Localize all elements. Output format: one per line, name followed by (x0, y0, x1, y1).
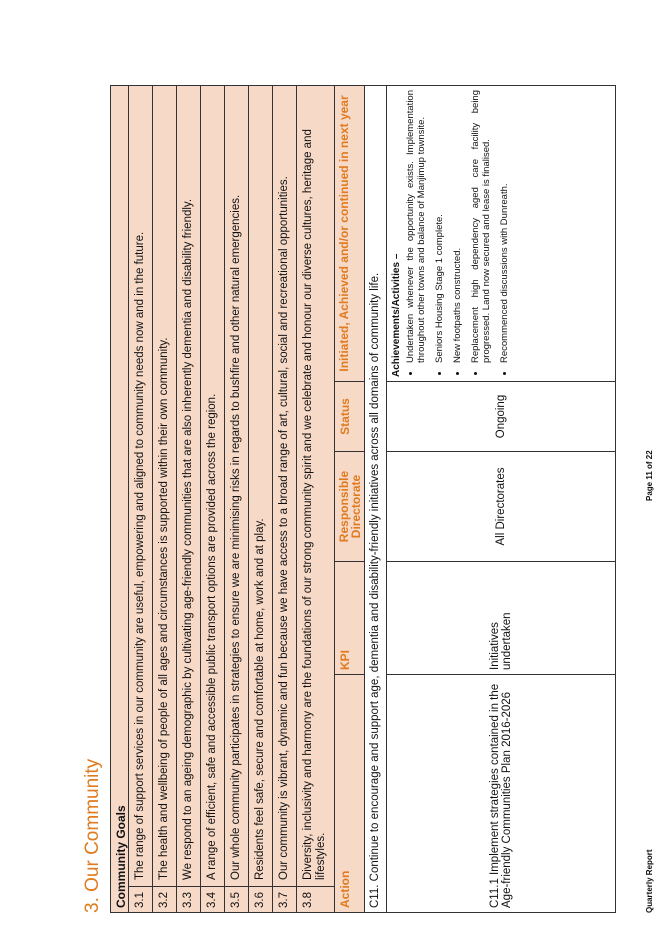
list-item: • Replacement high dependency aged care facility being progressed. Land now secured and lease is finalised. (470, 90, 492, 363)
header-action: Action (335, 674, 364, 912)
objective-row: C11. Continue to encourage and support age, dementia and disability-friendly initiatives across all domains of community life. (364, 85, 386, 913)
goal-text: The health and wellbeing of people of all ages and circumstances is supported within their own community. (158, 337, 170, 880)
list-item: • New footpaths constructed. (452, 90, 463, 363)
goal-text: Our whole community participates in strategies to ensure we are minimising risks in regards to bushfire and other natural emergencies. (230, 194, 242, 880)
goal-number: 3.4 (201, 886, 224, 912)
status-cell: Ongoing (387, 381, 615, 451)
goal-number: 3.3 (177, 886, 200, 912)
goal-row (224, 85, 248, 913)
action-cell: C11.1 Implement strategies contained in the Age-friendly Communities Plan 2016-2026 (387, 674, 615, 912)
goals-table (110, 85, 616, 913)
goal-row (248, 85, 272, 913)
list-item: • Recommenced discussions with Dunreath. (499, 90, 510, 363)
goal-row (128, 85, 152, 913)
goal-number: 3.8 (297, 886, 334, 912)
list-item: • Undertaken whenever the opportunity exists. Implementation throughout other towns and balance of Manjimup townsite. (405, 90, 427, 363)
goal-row (152, 85, 176, 913)
header-kpi: KPI (335, 561, 364, 674)
goal-text: Our community is vibrant, dynamic and fun because we have access to a broad range of art, cultural, social and recreational opportunities. (278, 176, 290, 880)
goal-number: 3.2 (153, 886, 176, 912)
goal-number: 3.6 (249, 886, 272, 912)
goal-text: A range of efficient, safe and accessible public transport options are provided across the region. (206, 393, 218, 880)
goal-text: Residents feel safe, secure and comfortable at home, work and at play. (254, 518, 266, 880)
community-goals-heading: Community Goals (110, 85, 128, 913)
notes-cell (387, 86, 615, 381)
goal-row (200, 85, 224, 913)
goal-number: 3.5 (225, 886, 248, 912)
goal-text: We respond to an ageing demographic by cultivating age-friendly communities that are also inherently dementia and disability friendly. (182, 198, 194, 880)
header-directorate: Responsible Directorate (335, 451, 364, 561)
notes-heading: Achievements/Activities – (391, 253, 402, 377)
action-table-header (334, 85, 364, 913)
goal-text: Diversity, inclusivity and harmony are the foundations of our strong community spirit and we celebrate and honour our diverse cultures, heritage and lifestyles. (302, 129, 327, 880)
goal-row (176, 85, 200, 913)
notes-list (405, 90, 510, 377)
section-title: 3. Our Community (82, 758, 103, 913)
goal-row (272, 85, 296, 913)
goal-number: 3.1 (129, 886, 152, 912)
header-notes: Initiated, Achieved and/or continued in next year (337, 95, 351, 372)
list-item: • Seniors Housing Stage 1 complete. (434, 90, 445, 363)
table-row (386, 85, 616, 913)
goal-row (296, 85, 334, 913)
footer-report-name: Quarterly Report (645, 849, 654, 913)
footer-page-number: Page 11 of 22 (645, 450, 654, 501)
kpi-cell: Initiatives undertaken (387, 561, 615, 674)
header-status: Status (335, 381, 364, 451)
goal-number: 3.7 (273, 886, 296, 912)
directorate-cell: All Directorates (387, 451, 615, 561)
goal-text: The range of support services in our community are useful, empowering and aligned to community needs now and in the future. (134, 231, 146, 880)
